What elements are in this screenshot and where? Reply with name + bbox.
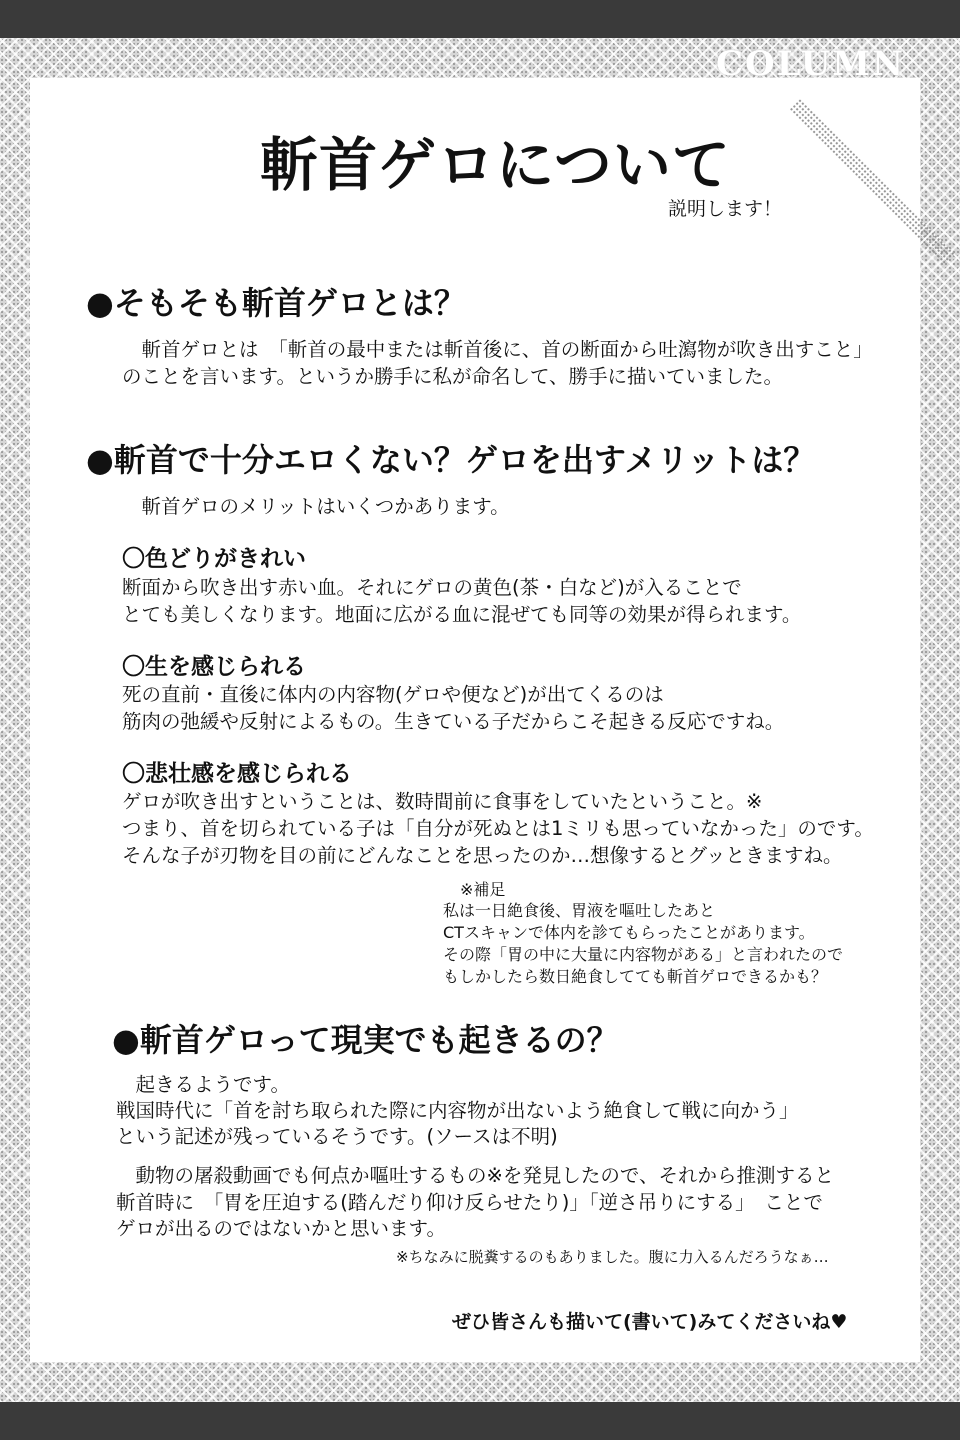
point1-line: 断面から吹き出す赤い血。それにゲロの黄色(茶・白など)が入ることで (122, 576, 742, 599)
point3-title: 〇悲壮感を感じられる (122, 761, 352, 787)
page-subtitle: 説明します！ (668, 198, 783, 220)
point2-line: 筋肉の弛緩や反射によるもの。生きている子だからこそ起きる反応ですね。 (122, 710, 785, 733)
top-bar (0, 0, 960, 38)
section3-line: 斬首時に 「胃を圧迫する(踏んだり仰け反らせたり)」「逆さ吊りにする」 ことで (116, 1191, 823, 1214)
point3-line: そんな子が刃物を目の前にどんなことを思ったのか…想像するとグッときますね。 (122, 844, 843, 867)
section1-line: のことを言います。というか勝手に私が命名して、勝手に描いていました。 (122, 365, 784, 388)
section3-footnote: ※ちなみに脱糞するのもありました。腹に力入るんだろうなぁ… (396, 1248, 829, 1266)
section3-line: ゲロが出るのではないかと思います。 (116, 1217, 446, 1240)
section3-line: という記述が残っているそうです。(ソースは不明) (116, 1125, 558, 1148)
point1-line: とても美しくなります。地面に広がる血に混ぜても同等の効果が得られます。 (122, 603, 802, 626)
section2-heading: ●斬首で十分エロくない？ゲロを出すメリットは？ (86, 441, 816, 479)
supplement-line: 私は一日絶食後、胃液を嘔吐したあと (443, 901, 716, 920)
point1-title: 〇色どりがきれい (122, 546, 306, 572)
page-title: 斬首ゲロについて (260, 131, 731, 199)
section3-line: 起きるようです。 (116, 1073, 290, 1096)
supplement-line: その際「胃の中に大量に内容物がある」と言われたので (443, 945, 844, 964)
bottom-bar (0, 1402, 960, 1440)
section1-heading: ●そもそも斬首ゲロとは？ (86, 284, 466, 322)
section1-line: 斬首ゲロとは 「斬首の最中または斬首後に、首の断面から吐瀉物が吹き出すこと」 (122, 338, 873, 361)
point2-line: 死の直前・直後に体内の内容物(ゲロや便など)が出てくるのは (122, 683, 664, 706)
supplement-line: もしかしたら数日絶食してても斬首ゲロできるかも？ (443, 967, 828, 986)
point3-line: つまり、首を切られている子は「自分が死ぬとは1ミリも思っていなかった」のです。 (122, 817, 874, 840)
point2-title: 〇生を感じられる (122, 654, 306, 680)
supplement-line: CTスキャンで体内を診てもらったことがあります。 (443, 923, 815, 942)
column-label: COLUMN (716, 44, 906, 84)
point3-line: ゲロが吹き出すということは、数時間前に食事をしていたということ。※ (122, 790, 763, 813)
closing-message: ぜひ皆さんも描いて(書いて)みてくださいね♥ (452, 1311, 848, 1333)
section3-heading: ●斬首ゲロって現実でも起きるの？ (112, 1021, 619, 1059)
section3-line: 戦国時代に「首を討ち取られた際に内容物が出ないよう絶食して戦に向かう」 (116, 1099, 799, 1122)
section3-line: 動物の屠殺動画でも何点か嘔吐するもの※を発見したので、それから推測すると (116, 1164, 834, 1187)
section2-intro: 斬首ゲロのメリットはいくつかあります。 (122, 495, 510, 518)
supplement-label: ※補足 (460, 880, 506, 899)
